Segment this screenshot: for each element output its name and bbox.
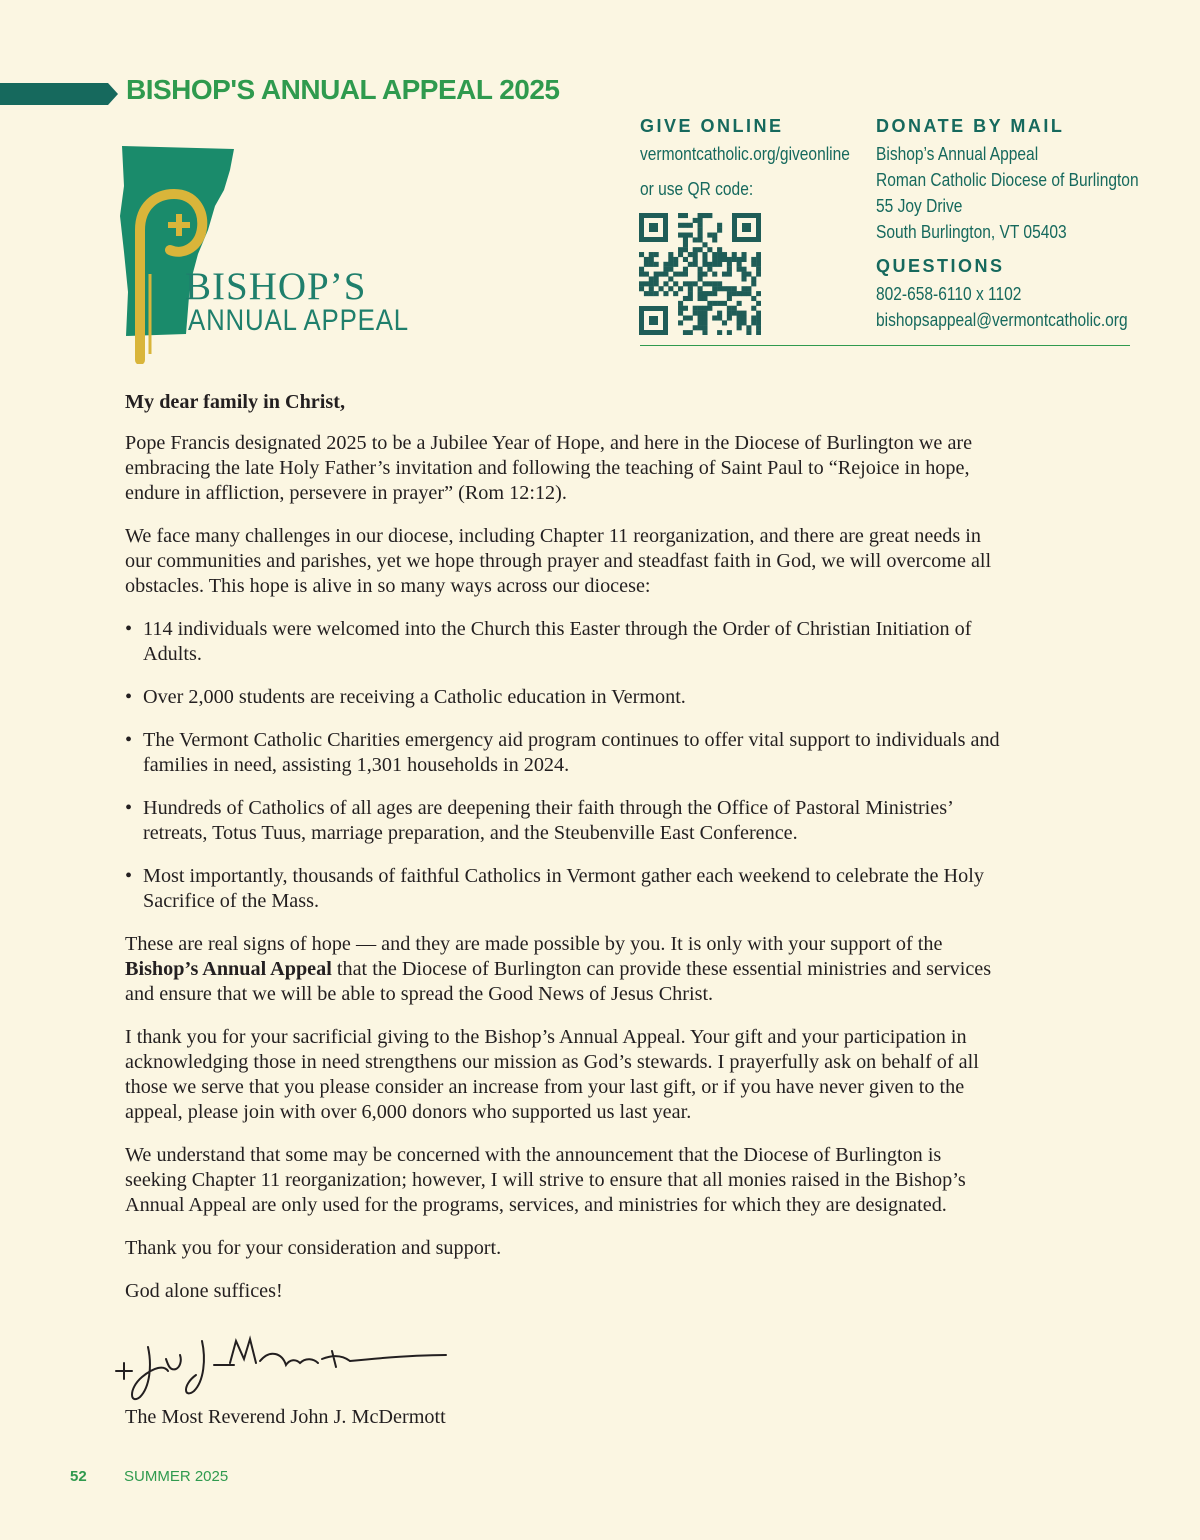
issue-label: SUMMER 2025 (124, 1468, 229, 1485)
list-item: • Hundreds of Catholics of all ages are deepening their faith through the Office of Pastoral Ministries’ retreats, Totus Tuus, marriage preparation, and the Steubenville East Conference. (125, 796, 1005, 846)
mail-address-line: Roman Catholic Diocese of Burlington (876, 169, 1139, 190)
letter-paragraph (125, 932, 1005, 1007)
appeal-letter-body (125, 390, 1005, 1322)
questions-phone[interactable]: 802-658-6110 x 1102 (876, 283, 1022, 304)
give-online-url[interactable]: vermontcatholic.org/giveonline (640, 143, 850, 164)
qr-code-label: or use QR code: (640, 178, 754, 199)
text-run: that the Diocese of Burlington can provide these essential ministries and services and ensure that we will be able to spread the Good News of Jesus Christ. (125, 958, 992, 1005)
banner-arrow-bar (0, 83, 118, 105)
questions-heading: QUESTIONS (876, 256, 1005, 276)
donate-by-mail-section (876, 116, 1189, 333)
appeal-name-bold: Bishop’s Annual Appeal (125, 958, 332, 980)
letter-paragraph: We understand that some may be concerned with the announcement that the Diocese of Burlington is seeking Chapter 11 reorganization; however, I will strive to ensure that all monies raised in the Bishop’s Annual Appeal are only used for the programs, services, and ministries for which they are designated. (125, 1144, 966, 1216)
letter-paragraph: We face many challenges in our diocese, including Chapter 11 reorganization, and there are great needs in our communities and parishes, yet we hope through prayer and steadfast faith in God, we will overcome all obstacles. This hope is alive in so many ways across our diocese: (125, 525, 992, 597)
mail-address-line: 55 Joy Drive (876, 195, 963, 216)
give-online-section (640, 116, 890, 202)
header-divider (640, 345, 1130, 346)
list-item: • Most importantly, thousands of faithful Catholics in Vermont gather each weekend to celebrate the Holy Sacrifice of the Mass. (125, 864, 1005, 914)
logo-wordmark-bishops: BISHOP’S (185, 265, 367, 308)
logo-wordmark-annual-appeal: ANNUAL APPEAL (188, 304, 410, 337)
letter-paragraph: Thank you for your consideration and support. (125, 1237, 502, 1259)
letter-paragraph: Pope Francis designated 2025 to be a Jubilee Year of Hope, and here in the Diocese of Burlington we are embracing the late Holy Father’s invitation and following the teaching of Saint Paul to “Rejoice in hope, endure in affliction, persevere in prayer” (Rom 12:12). (125, 432, 973, 504)
list-item: • Over 2,000 students are receiving a Catholic education in Vermont. (125, 685, 1005, 710)
mail-address-line: Bishop’s Annual Appeal (876, 143, 1039, 164)
bishop-signature (110, 1325, 460, 1405)
signer-name: The Most Reverend John J. McDermott (125, 1406, 446, 1428)
appeal-banner-title: BISHOP'S ANNUAL APPEAL 2025 (126, 74, 560, 105)
page-number: 52 (70, 1468, 87, 1485)
letter-paragraph: I thank you for your sacrificial giving to the Bishop’s Annual Appeal. Your gift and your participation in acknowledging those in need strengthens our mission as God’s stewards. I prayerfully ask on behalf of all those we serve that you please consider an increase from your last gift, or if you have never given to the appeal, please join with over 6,000 donors who supported us last year. (125, 1026, 979, 1123)
list-item: • The Vermont Catholic Charities emergency aid program continues to offer vital support to individuals and families in need, assisting 1,301 households in 2024. (125, 728, 1005, 778)
mail-address-line: South Burlington, VT 05403 (876, 221, 1067, 242)
give-online-heading: GIVE ONLINE (640, 116, 784, 136)
signs-of-hope-list (125, 617, 1005, 914)
letter-closing: God alone suffices! (125, 1280, 283, 1302)
list-item: • 114 individuals were welcomed into the Church this Easter through the Order of Christian Initiation of Adults. (125, 617, 1005, 667)
questions-email[interactable]: bishopsappeal@vermontcatholic.org (876, 309, 1128, 330)
qr-code-icon[interactable] (639, 213, 761, 335)
text-run: These are real signs of hope — and they are made possible by you. It is only with your support of the (125, 933, 943, 955)
donate-by-mail-heading: DONATE BY MAIL (876, 116, 1065, 136)
letter-greeting: My dear family in Christ, (125, 391, 345, 413)
